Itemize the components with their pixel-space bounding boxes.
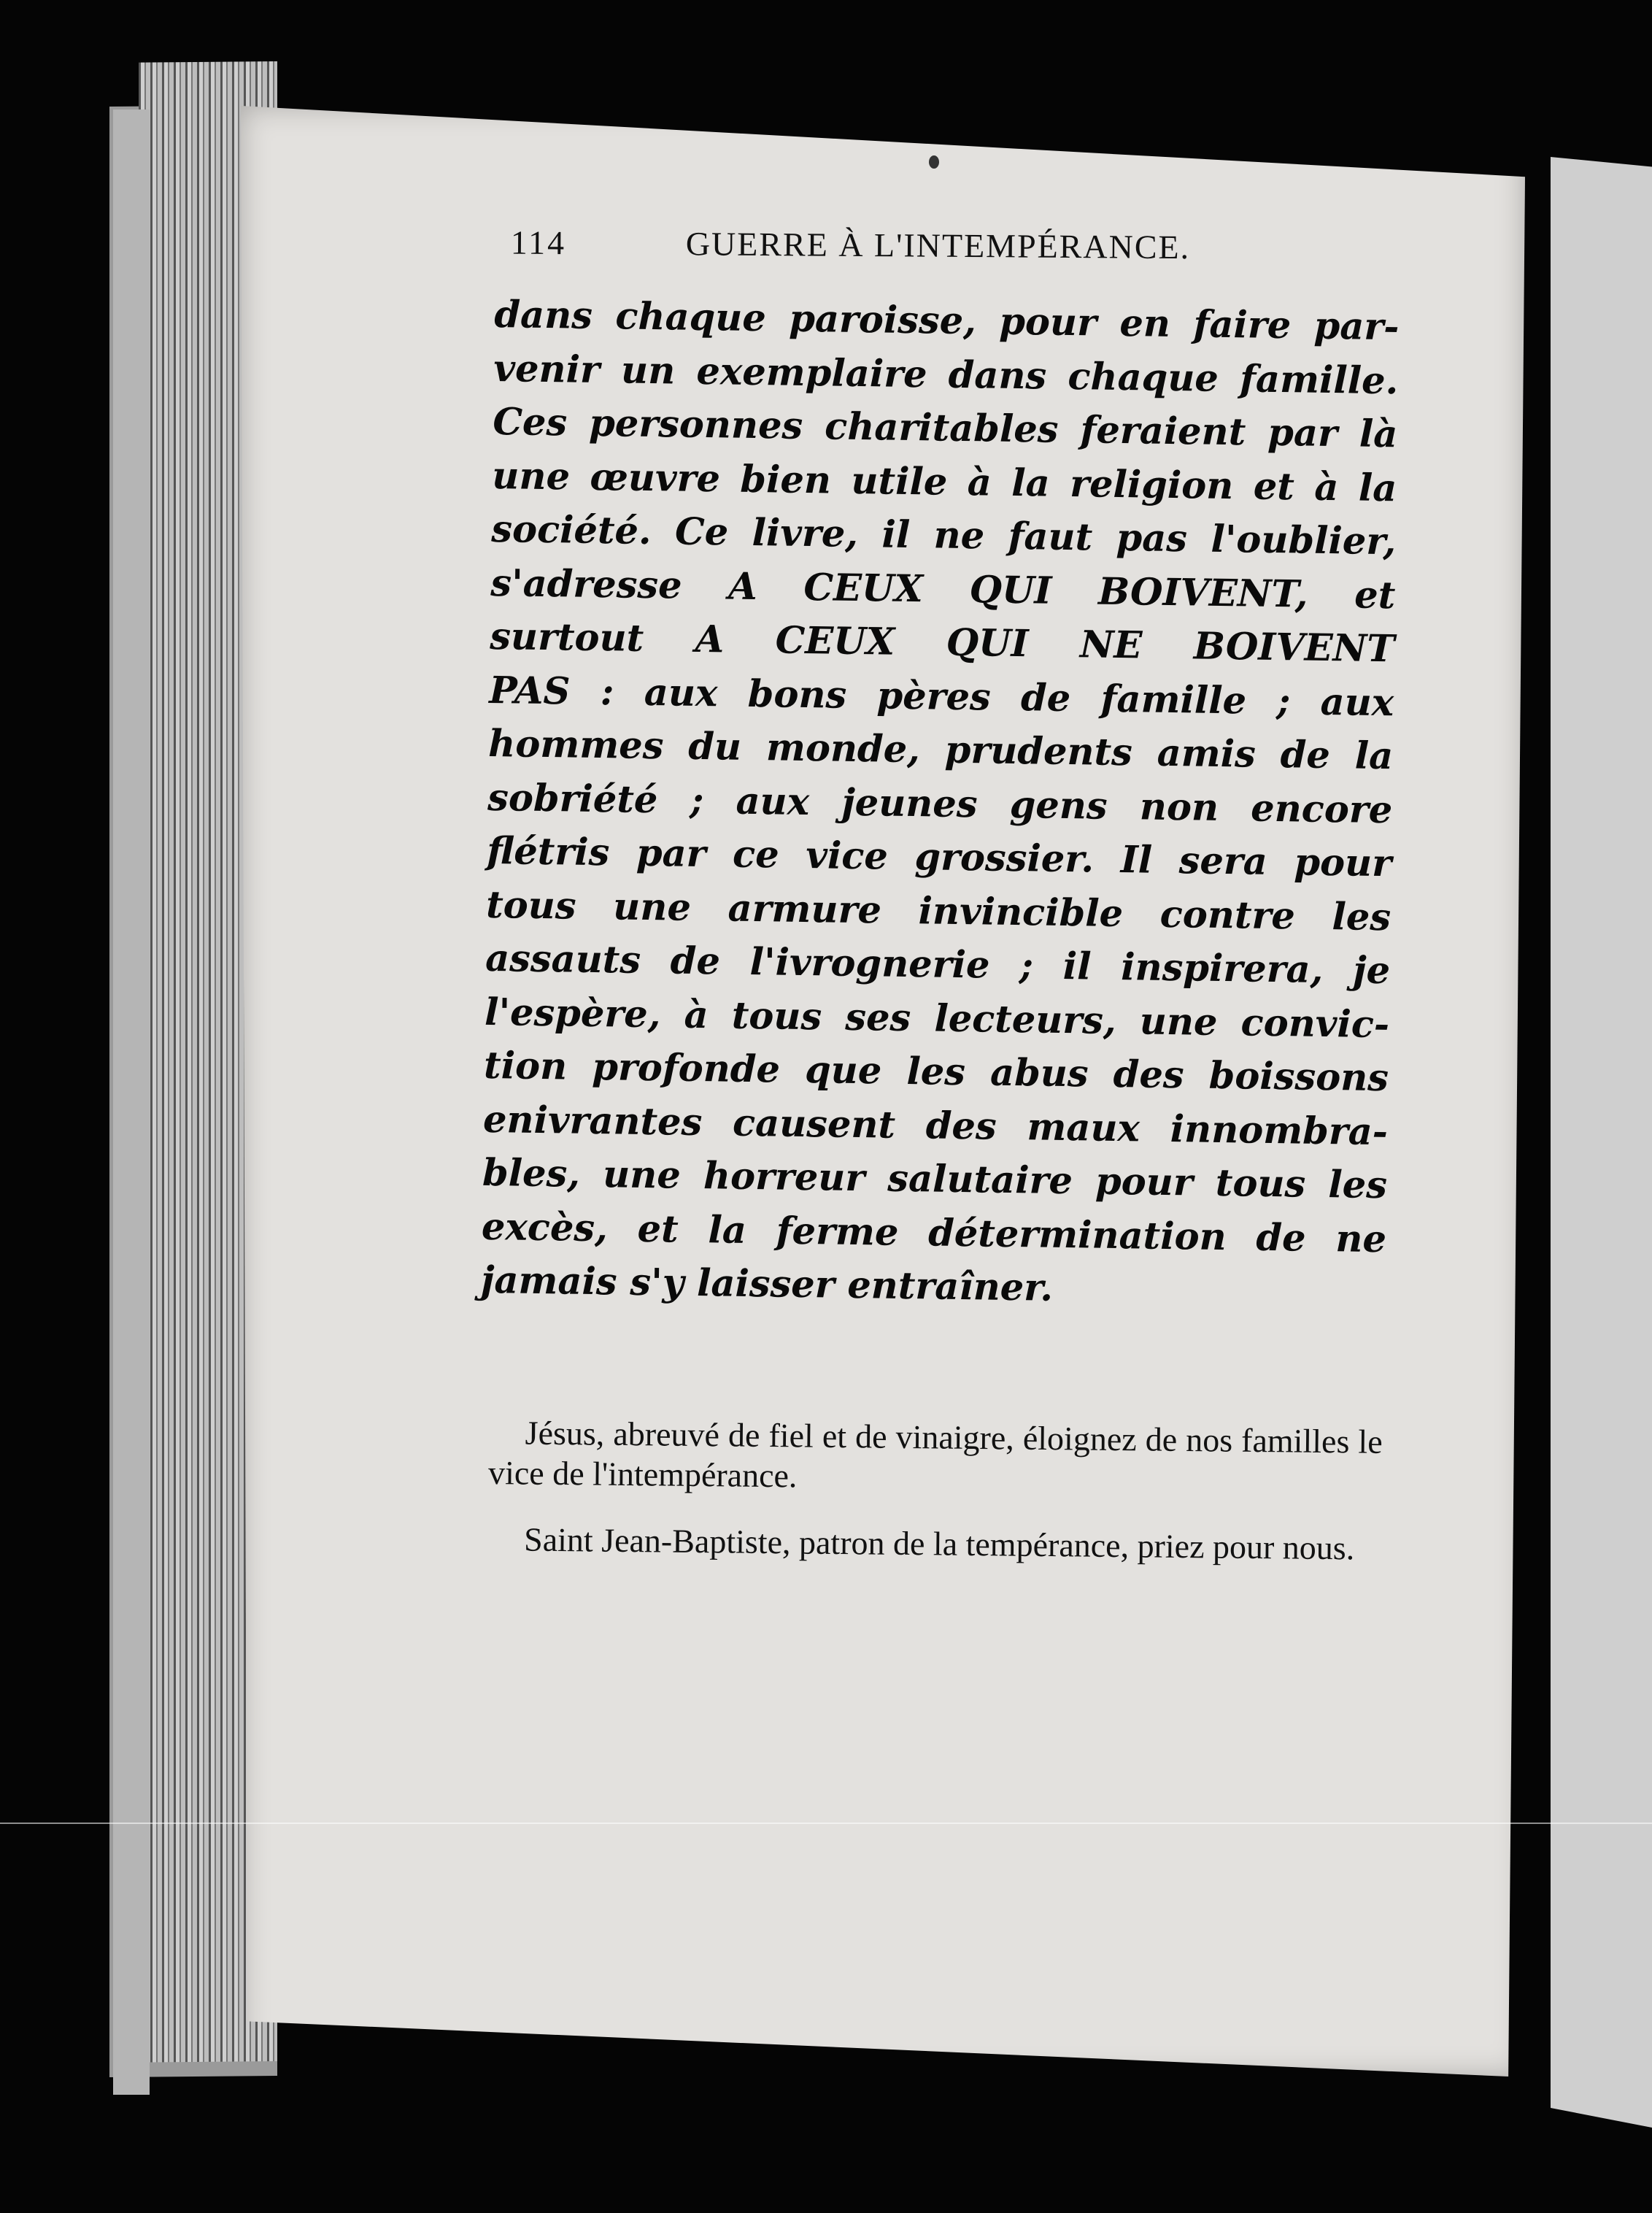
text-line: bles, une horreur salutaire pour tous les	[482, 1150, 1388, 1208]
text-line: une œuvre bien utile à la religion et à la	[491, 453, 1397, 510]
text-line: assauts de l'ivrognerie ; il inspirera, je	[485, 936, 1391, 993]
text-line: hommes du monde, prudents amis de la	[487, 721, 1394, 779]
prayer-saint-jean-baptiste: Saint Jean-Baptiste, patron de la tempérance, priez pour nous.	[523, 1520, 1355, 1567]
scan-artifact-line	[0, 1823, 1652, 1824]
prayers	[487, 1412, 1383, 1595]
text-line: Ces personnes charitables feraient par là	[493, 399, 1398, 457]
text-line: tion profonde que les abus des boissons	[483, 1043, 1389, 1101]
page-edge-shadow	[113, 109, 150, 2095]
text-line: flétris par ce vice grossier. Il sera pour	[486, 828, 1392, 886]
text-line: l'espère, à tous ses lecteurs, une convic-	[484, 990, 1390, 1047]
text-line: excès, et la ferme détermination de ne	[481, 1204, 1387, 1261]
text-line: dans chaque paroisse, pour en faire par-	[494, 292, 1400, 350]
facing-page-edge	[1551, 157, 1652, 2128]
text-line: surtout A CEUX QUI NE BOIVENT	[489, 614, 1395, 671]
text-line: enivrantes causent des maux innombra-	[482, 1097, 1389, 1154]
prayer-jesus: Jésus, abreuvé de fiel et de vinaigre, éloignez de nos familles le vice de l'intempérance.	[487, 1414, 1383, 1495]
text-line: s'adresse A CEUX QUI BOIVENT, et	[490, 561, 1396, 617]
text-line: société. Ce livre, il ne faut pas l'oublier,	[490, 507, 1397, 564]
italic-paragraph	[481, 288, 1400, 1320]
paper-speck	[929, 155, 939, 169]
text-line: PAS : aux bons pères de famille ; aux	[488, 668, 1394, 725]
page-number: 114	[510, 223, 567, 262]
text-line: jamais s'y laisser entraîner.	[480, 1258, 1054, 1310]
text-line: venir un exemplaire dans chaque famille.	[493, 346, 1399, 403]
text-line: sobriété ; aux jeunes gens non encore	[487, 775, 1393, 832]
running-title: GUERRE À L'INTEMPÉRANCE.	[685, 225, 1191, 266]
text-line: tous une armure invincible contre les	[485, 882, 1392, 939]
